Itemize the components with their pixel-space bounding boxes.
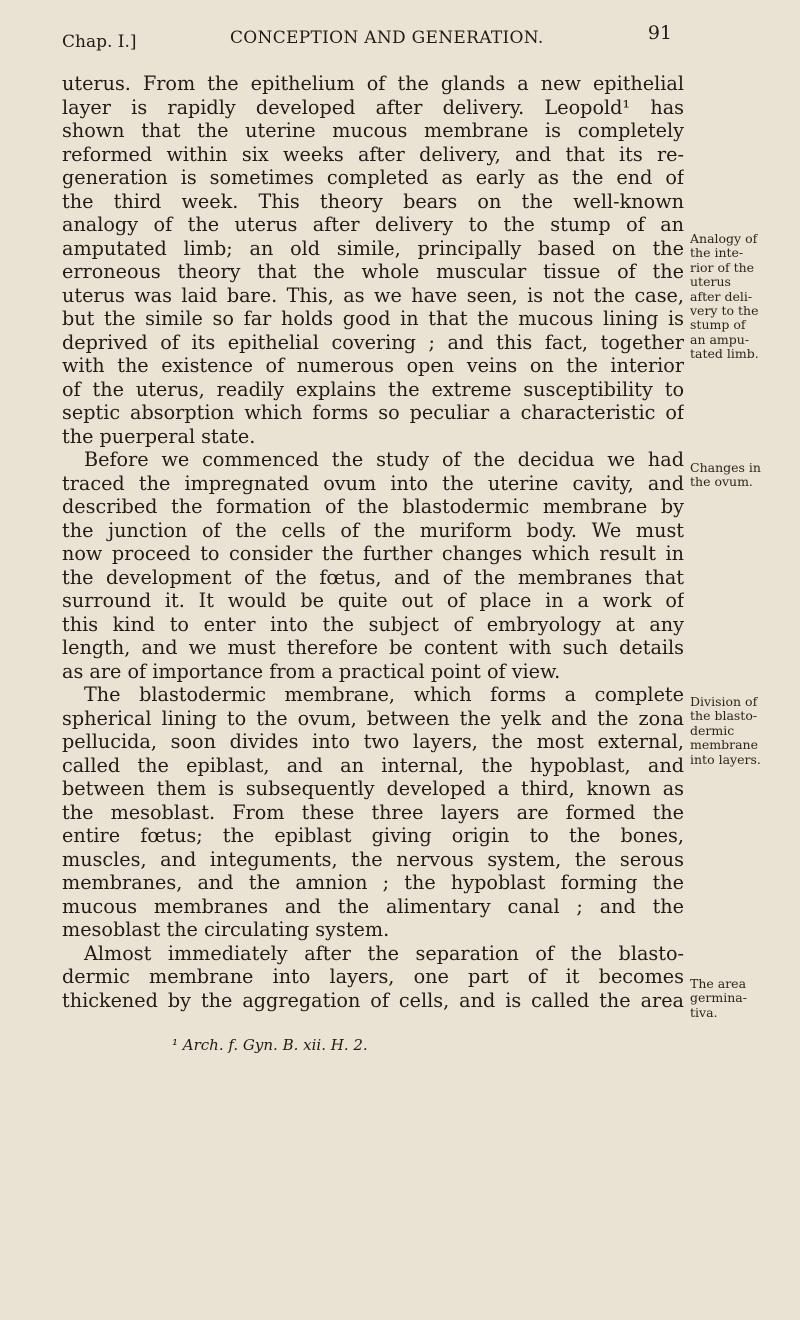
- margin-note-line: dermic: [690, 722, 735, 738]
- text-line: The blastodermic membrane, which forms a complete: [84, 683, 684, 706]
- text-line: mucous membranes and the alimentary canal ; and the: [62, 894, 684, 918]
- text-line: surround it. It would be quite out of place in a work of: [62, 589, 684, 612]
- margin-note-line: Analogy of: [690, 231, 758, 246]
- margin-note-line: the ovum.: [690, 474, 753, 490]
- text-line: the puerperal state.: [62, 424, 256, 448]
- text-line: membranes, and the amnion ; the hypoblast forming the: [62, 871, 684, 894]
- margin-note-line: germina-: [690, 990, 747, 1006]
- text-line: mesoblast the circulating system.: [62, 918, 390, 941]
- margin-note-line: very to the: [690, 303, 759, 319]
- margin-note-line: after deli-: [690, 288, 753, 304]
- footnote: ¹ Arch. f. Gyn. B. xii. H. 2.: [172, 1036, 368, 1054]
- margin-note-line: tated limb.: [690, 346, 759, 362]
- text-line: Before we commenced the study of the decidua we had: [84, 448, 684, 471]
- text-line: reformed within six weeks after delivery, and that its re-: [62, 142, 684, 166]
- margin-note-line: the inte-: [690, 245, 744, 261]
- text-line: uterus was laid bare. This, as we have seen, is not the case,: [62, 283, 684, 307]
- margin-note-line: stump of: [690, 317, 746, 333]
- text-line: but the simile so far holds good in that the mucous lining is: [62, 307, 684, 330]
- margin-note-line: The area: [690, 976, 747, 991]
- text-line: shown that the uterine mucous membrane is completely: [62, 119, 684, 142]
- margin-note-area-germinativa: [690, 977, 798, 1020]
- text-line: the development of the fœtus, and of the membranes that: [62, 565, 684, 589]
- text-line: spherical lining to the ovum, between the yelk and the zona: [62, 706, 684, 730]
- text-line: erroneous theory that the whole muscular tissue of the: [62, 260, 684, 283]
- text-line: amputated limb; an old simile, principally based on the: [62, 236, 684, 260]
- margin-note-line: tiva.: [690, 1004, 718, 1020]
- margin-note-line: membrane: [690, 737, 758, 753]
- text-line: pellucida, soon divides into two layers, the most external,: [62, 730, 684, 753]
- text-line: between them is subsequently developed a third, known as: [62, 777, 684, 800]
- text-line: dermic membrane into layers, one part of it becomes: [62, 965, 684, 988]
- margin-note-line: Division of: [690, 694, 758, 709]
- chapter-label: Chap. I.]: [62, 32, 137, 52]
- margin-note-line: the blasto-: [690, 708, 758, 724]
- text-line: layer is rapidly developed after delivery. Leopold¹ has: [62, 95, 684, 119]
- text-line: of the uterus, readily explains the extreme susceptibility to: [62, 377, 684, 401]
- text-line: the mesoblast. From these three layers are formed the: [62, 800, 684, 824]
- text-line: deprived of its epithelial covering ; and this fact, together: [62, 330, 684, 354]
- text-line: this kind to enter into the subject of embryology at any: [62, 612, 684, 636]
- text-line: uterus. From the epithelium of the glands a new epithelial: [62, 72, 684, 95]
- margin-note-line: an ampu-: [690, 331, 750, 347]
- text-line: now proceed to consider the further changes which result in: [62, 542, 684, 565]
- running-title: CONCEPTION AND GENERATION.: [230, 28, 544, 48]
- margin-note-division-blastoderm: [690, 695, 798, 767]
- margin-note-line: Changes in: [690, 460, 761, 475]
- text-line: the third week. This theory bears on the well-known: [62, 189, 684, 213]
- margin-note-changes-ovum: [690, 461, 798, 490]
- text-line: muscles, and integuments, the nervous system, the serous: [62, 847, 684, 871]
- text-line: traced the impregnated ovum into the uterine cavity, and: [62, 471, 684, 495]
- margin-note-line: uterus: [690, 274, 731, 290]
- margin-note-line: rior of the: [690, 259, 755, 275]
- text-line: the junction of the cells of the muriform body. We must: [62, 518, 684, 542]
- margin-note-line: into layers.: [690, 751, 761, 767]
- page-number: 91: [647, 22, 672, 44]
- margin-note-analogy: [690, 232, 798, 362]
- text-line: entire fœtus; the epiblast giving origin to the bones,: [62, 824, 684, 847]
- text-line: length, and we must therefore be content with such details: [62, 636, 684, 659]
- text-line: analogy of the uterus after delivery to the stump of an: [62, 213, 684, 236]
- text-line: described the formation of the blastodermic membrane by: [62, 495, 684, 518]
- text-line: septic absorption which forms so peculiar a characteristic of: [62, 401, 684, 424]
- text-line: called the epiblast, and an internal, the hypoblast, and: [62, 753, 684, 777]
- text-line: generation is sometimes completed as early as the end of: [62, 166, 684, 189]
- body-text: [62, 72, 684, 1012]
- text-line: Almost immediately after the separation of the blasto-: [84, 941, 684, 965]
- text-line: with the existence of numerous open veins on the interior: [62, 354, 684, 377]
- text-line: as are of importance from a practical point of view.: [62, 659, 561, 683]
- text-line: thickened by the aggregation of cells, and is called the area: [62, 988, 684, 1012]
- running-header: [62, 20, 672, 60]
